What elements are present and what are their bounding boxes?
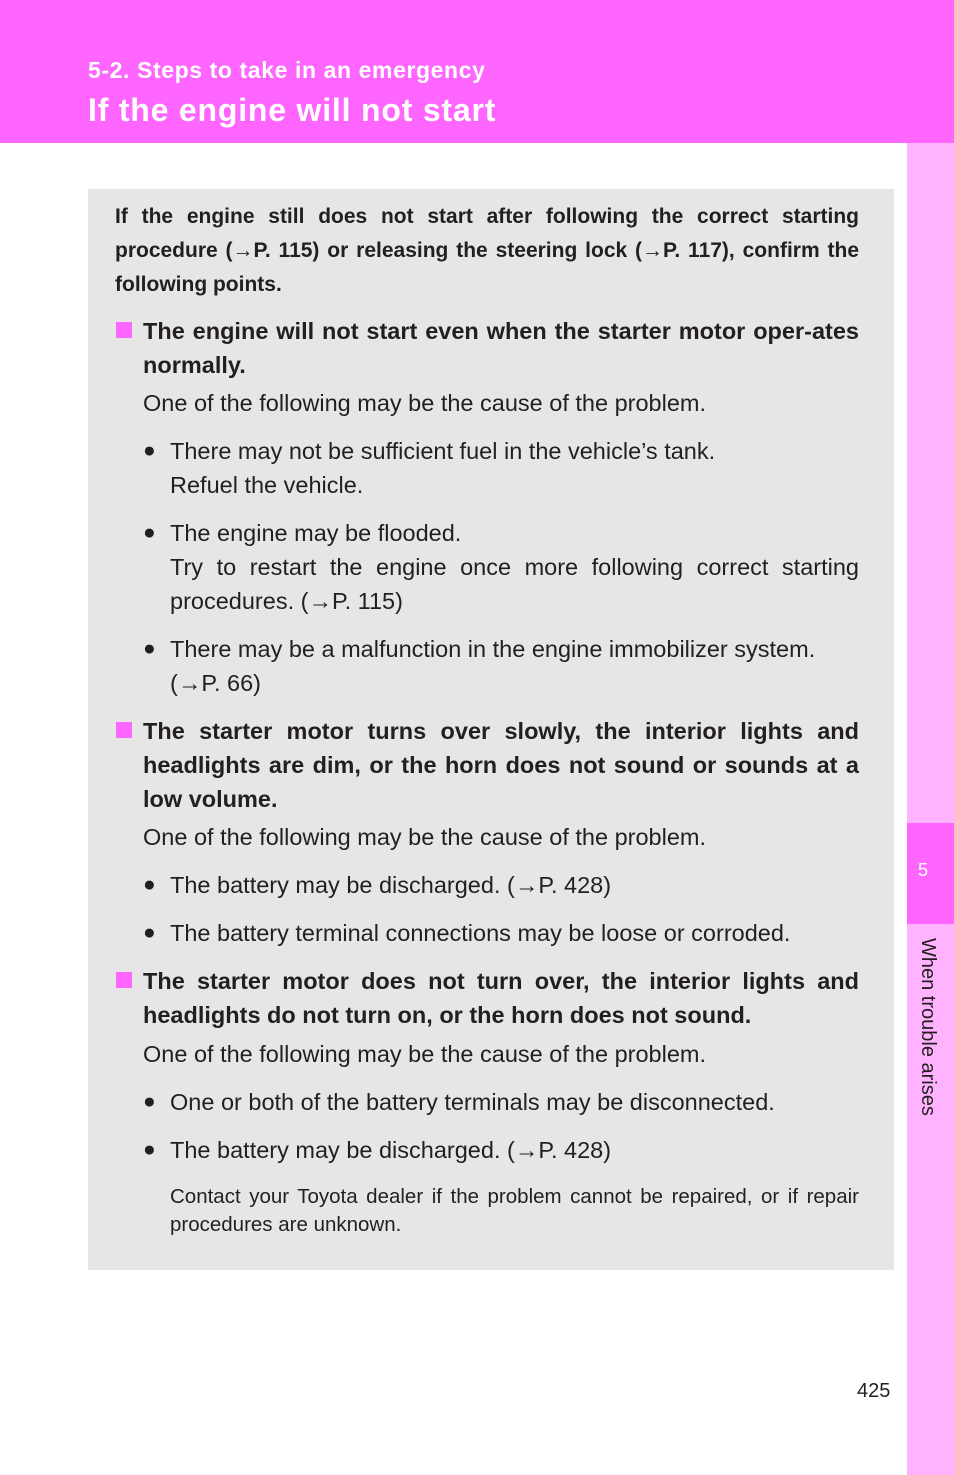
bullet-item: [170, 1133, 859, 1167]
bullet-item: [170, 516, 859, 618]
bullet-line: The battery terminal connections may be loose or corroded.: [170, 920, 791, 946]
section-heading: The engine will not start even when the starter motor oper-ates normally.: [143, 318, 859, 378]
bullet-line: Refuel the vehicle.: [170, 472, 364, 498]
bullet-item: [170, 434, 859, 502]
dealer-note: Contact your Toyota dealer if the problem cannot be repaired, or if repair procedures are unknown.: [170, 1185, 859, 1236]
section-marker-icon: [116, 322, 132, 338]
side-strip: [907, 143, 954, 1475]
section-heading: The starter motor does not turn over, the interior lights and headlights do not turn on, or the horn does not sound.: [143, 968, 859, 1028]
section-subtext: One of the following may be the cause of the problem.: [143, 1041, 707, 1067]
intro-paragraph: If the engine still does not start after following the correct starting procedure (→P. 115) or releasing the steering lock (→P. 117), confirm the following points.: [115, 205, 859, 296]
chapter-name: When trouble arises: [917, 938, 939, 1116]
bullet-icon: ●: [143, 921, 156, 944]
bullet-item: [170, 1085, 859, 1119]
bullet-icon: ●: [143, 1090, 156, 1113]
bullet-icon: ●: [143, 439, 156, 462]
section-label: 5-2. Steps to take in an emergency: [88, 57, 486, 83]
section-heading: The starter motor turns over slowly, the interior lights and headlights are dim, or the horn does not sound or sounds at a low volume.: [143, 718, 859, 812]
bullet-line: There may not be sufficient fuel in the vehicle’s tank.: [170, 438, 716, 464]
section-subtext: One of the following may be the cause of the problem.: [143, 390, 707, 416]
page-title: If the engine will not start: [88, 92, 497, 128]
bullet-line: Try to restart the engine once more following correct starting procedures. (→P. 115): [170, 554, 859, 614]
bullet-item: [170, 632, 859, 700]
section-subtext: One of the following may be the cause of the problem.: [143, 824, 707, 850]
page-number: 425: [857, 1380, 891, 1402]
bullet-line: There may be a malfunction in the engine immobilizer system. (→P. 66): [170, 636, 816, 696]
page-header: [0, 0, 954, 143]
section-marker-icon: [116, 722, 132, 738]
bullet-line: One or both of the battery terminals may be disconnected.: [170, 1089, 775, 1115]
bullet-icon: ●: [143, 521, 156, 544]
chapter-tab: [907, 823, 954, 924]
section-marker-icon: [116, 972, 132, 988]
bullet-icon: ●: [143, 1138, 156, 1161]
chapter-number: 5: [918, 860, 929, 880]
bullet-item: [170, 916, 859, 950]
bullet-line: The battery may be discharged. (→P. 428): [170, 872, 612, 898]
bullet-icon: ●: [143, 637, 156, 660]
bullet-line: The battery may be discharged. (→P. 428): [170, 1137, 612, 1163]
bullet-line: The engine may be flooded.: [170, 520, 462, 546]
bullet-item: [170, 868, 859, 902]
bullet-icon: ●: [143, 873, 156, 896]
